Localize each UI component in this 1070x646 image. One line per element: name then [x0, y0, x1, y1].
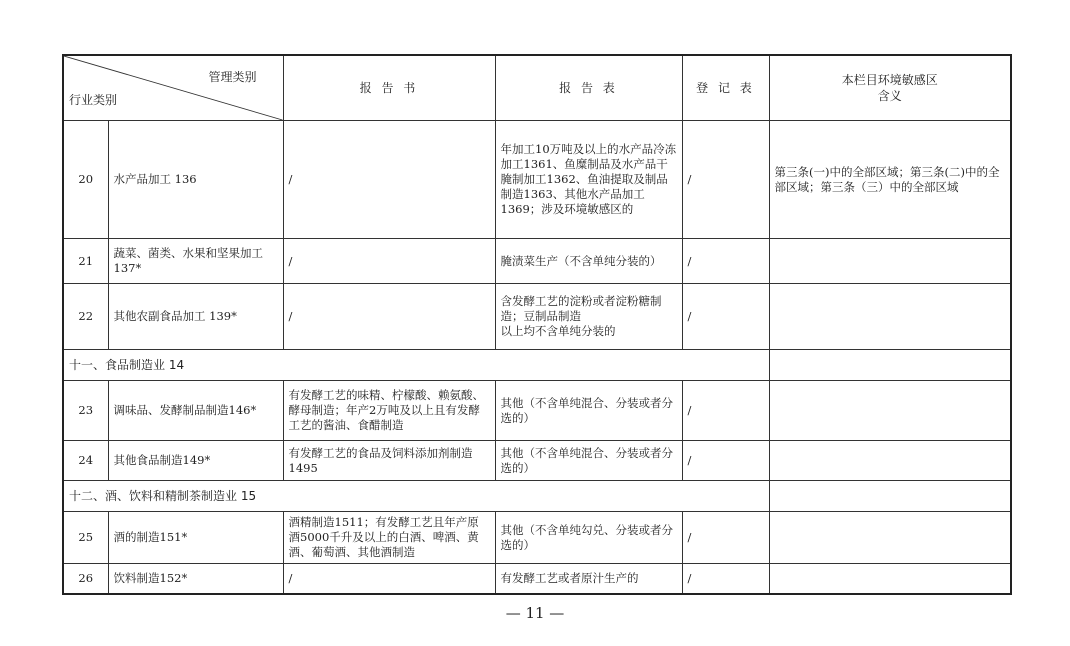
industry-cell: 饮料制造152*: [108, 564, 283, 594]
row-number: 23: [63, 381, 108, 441]
sensitive-zone-cell: [769, 284, 1011, 350]
industry-category-label: 行业类别: [69, 93, 118, 107]
environmental-classification-table: [62, 54, 1012, 595]
industry-cell: 酒的制造151*: [108, 512, 283, 564]
registration-form-header: 登 记 表: [682, 55, 769, 121]
report-form-cell: [495, 284, 682, 350]
table-row: [63, 441, 1011, 481]
report-form-cell: 年加工10万吨及以上的水产品冷冻加工1361、鱼糜制品及水产品干腌制加工1362、鱼油提取及制品制造1363、其他水产品加工1369；涉及环境敏感区的: [495, 121, 682, 239]
report-form-cell: 其他（不含单纯勾兑、分装或者分选的）: [495, 512, 682, 564]
row-number: 20: [63, 121, 108, 239]
report-book-header: 报 告 书: [283, 55, 495, 121]
sensitive-zone-header-line1: 本栏目环境敏感区: [841, 73, 938, 87]
section-row: [63, 350, 1011, 381]
report-form-cell: 有发酵工艺或者原汁生产的: [495, 564, 682, 594]
row-number: 24: [63, 441, 108, 481]
sensitive-zone-cell: [769, 350, 1011, 381]
table-row: [63, 564, 1011, 594]
report-book-cell: 有发酵工艺的味精、柠檬酸、赖氨酸、酵母制造；年产2万吨及以上且有发酵工艺的酱油、食醋制造: [283, 381, 495, 441]
report-form-line1: 含发酵工艺的淀粉或者淀粉糖制造；豆制品制造: [500, 294, 662, 323]
section-title: 十一、食品制造业 14: [63, 350, 769, 381]
diagonal-header-cell: [63, 55, 283, 121]
report-book-cell: /: [283, 564, 495, 594]
row-number: 25: [63, 512, 108, 564]
table-row: [63, 121, 1011, 239]
report-book-cell: /: [283, 284, 495, 350]
section-title: 十二、酒、饮料和精制茶制造业 15: [63, 481, 769, 512]
management-category-label: 管理类别: [208, 70, 257, 84]
table-row: [63, 512, 1011, 564]
registration-cell: /: [682, 239, 769, 284]
sensitive-zone-cell: [769, 239, 1011, 284]
table-row: [63, 381, 1011, 441]
sensitive-zone-cell: [769, 381, 1011, 441]
table-row: [63, 239, 1011, 284]
registration-cell: /: [682, 441, 769, 481]
sensitive-zone-cell: [769, 481, 1011, 512]
section-row: [63, 481, 1011, 512]
industry-cell: 其他食品制造149*: [108, 441, 283, 481]
report-book-cell: 有发酵工艺的食品及饲料添加剂制造1495: [283, 441, 495, 481]
sensitive-zone-cell: [769, 564, 1011, 594]
sensitive-zone-header: [769, 55, 1011, 121]
registration-cell: /: [682, 512, 769, 564]
row-number: 22: [63, 284, 108, 350]
registration-cell: /: [682, 381, 769, 441]
sensitive-zone-cell: [769, 512, 1011, 564]
page-number: — 11 —: [505, 604, 565, 622]
report-book-cell: /: [283, 121, 495, 239]
industry-cell: 其他农副食品加工 139*: [108, 284, 283, 350]
diagonal-line: [64, 56, 283, 120]
registration-cell: /: [682, 121, 769, 239]
industry-cell: 水产品加工 136: [108, 121, 283, 239]
report-form-cell: 腌渍菜生产（不含单纯分装的）: [495, 239, 682, 284]
industry-cell: 调味品、发酵制品制造146*: [108, 381, 283, 441]
registration-cell: /: [682, 564, 769, 594]
report-form-header: 报 告 表: [495, 55, 682, 121]
sensitive-zone-header-line2: 含义: [877, 89, 902, 103]
sensitive-zone-cell: [769, 441, 1011, 481]
industry-cell: 蔬菜、菌类、水果和坚果加工137*: [108, 239, 283, 284]
report-form-cell: 其他（不含单纯混合、分装或者分选的）: [495, 381, 682, 441]
report-form-cell: 其他（不含单纯混合、分装或者分选的）: [495, 441, 682, 481]
row-number: 21: [63, 239, 108, 284]
registration-cell: /: [682, 284, 769, 350]
table-header-row: [63, 55, 1011, 121]
report-book-cell: 酒精制造1511；有发酵工艺且年产原酒5000千升及以上的白酒、啤酒、黄酒、葡萄酒、其他酒制造: [283, 512, 495, 564]
table-row: [63, 284, 1011, 350]
report-form-line2: 以上均不含单纯分装的: [500, 324, 616, 338]
row-number: 26: [63, 564, 108, 594]
sensitive-zone-cell: 第三条(一)中的全部区域；第三条(二)中的全部区域；第三条（三）中的全部区域: [769, 121, 1011, 239]
report-book-cell: /: [283, 239, 495, 284]
